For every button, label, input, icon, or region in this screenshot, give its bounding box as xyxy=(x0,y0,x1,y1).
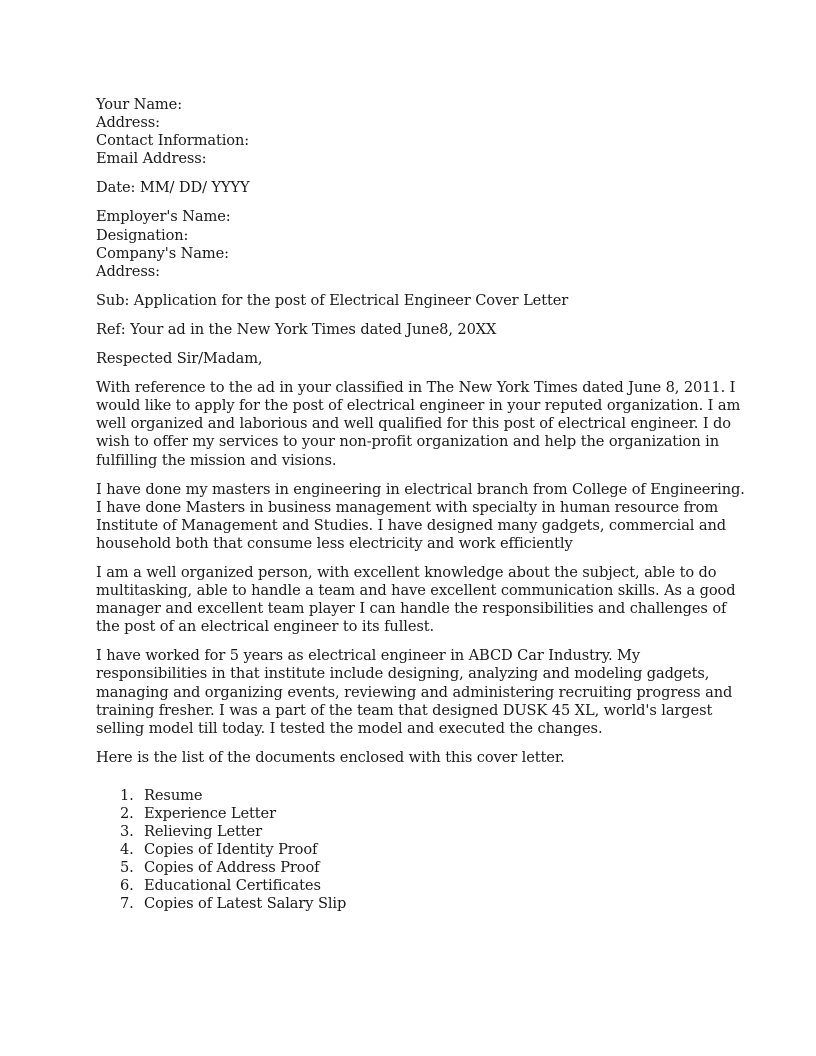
list-item xyxy=(96,787,722,805)
paragraph-line: manager and excellent team player I can handle the responsibilities and challenges of xyxy=(96,600,727,618)
paragraph-line: managing and organizing events, reviewing and administering recruiting progress and xyxy=(96,683,733,701)
list-item-label: Experience Letter xyxy=(144,805,276,822)
body-paragraph-4 xyxy=(96,647,733,737)
enclosure-list xyxy=(96,787,722,914)
enclosure-intro: Here is the list of the documents enclosed with this cover letter. xyxy=(96,748,565,766)
employer-designation-label: Designation: xyxy=(96,226,189,244)
list-item xyxy=(96,823,722,841)
list-item-number: 6. xyxy=(120,877,134,895)
paragraph-line: selling model till today. I tested the model and executed the changes. xyxy=(96,719,603,737)
sender-block xyxy=(96,96,722,168)
sender-address-label: Address: xyxy=(96,114,160,132)
paragraph-line: With reference to the ad in your classified in The New York Times dated June 8, 2011. I xyxy=(96,379,736,397)
sender-contact-label: Contact Information: xyxy=(96,132,250,150)
list-item xyxy=(96,877,722,895)
list-item-number: 3. xyxy=(120,823,134,841)
list-item-label: Educational Certificates xyxy=(144,877,321,895)
paragraph-line: the post of an electrical engineer to its fullest. xyxy=(96,618,435,636)
list-item-number: 7. xyxy=(120,895,134,913)
body-paragraph-1 xyxy=(96,379,741,469)
paragraph-line: wish to offer my services to your non-profit organization and help the organization in xyxy=(96,433,720,451)
paragraph-line: Institute of Management and Studies. I have designed many gadgets, commercial and xyxy=(96,516,727,534)
list-item-label: Copies of Latest Salary Slip xyxy=(144,895,347,913)
subject-line: Sub: Application for the post of Electrical Engineer Cover Letter xyxy=(96,291,569,309)
salutation: Respected Sir/Madam, xyxy=(96,350,263,368)
paragraph-line: fulfilling the mission and visions. xyxy=(96,451,337,469)
paragraph-line: well organized and laborious and well qualified for this post of electrical engineer. I do xyxy=(96,415,731,433)
paragraph-line: training fresher. I was a part of the team that designed DUSK 45 XL, world's largest xyxy=(96,701,713,719)
list-item xyxy=(96,895,722,913)
list-item-label: Copies of Address Proof xyxy=(144,859,320,877)
list-item-label: Resume xyxy=(144,786,203,804)
list-item-label: Relieving Letter xyxy=(144,823,262,841)
list-item-number: 1. xyxy=(120,786,134,804)
reference-line: Ref: Your ad in the New York Times dated June8, 20XX xyxy=(96,320,497,338)
paragraph-line: household both that consume less electricity and work efficiently xyxy=(96,534,573,552)
list-item-label: Copies of Identity Proof xyxy=(144,841,318,859)
employer-company-label: Company's Name: xyxy=(96,244,229,262)
body-paragraph-2 xyxy=(96,480,745,553)
employer-address-label: Address: xyxy=(96,262,160,280)
paragraph-line: would like to apply for the post of electrical engineer in your reputed organization. I am xyxy=(96,397,741,415)
paragraph-line: I have done Masters in business management with specialty in human resource from xyxy=(96,498,719,516)
employer-name-label: Employer's Name: xyxy=(96,208,231,226)
list-item-number: 4. xyxy=(120,841,134,859)
paragraph-line: I am a well organized person, with excellent knowledge about the subject, able to do xyxy=(96,563,717,581)
list-item-number: 2. xyxy=(120,805,134,822)
list-item xyxy=(96,805,722,823)
letter-page xyxy=(96,96,745,914)
list-item-number: 5. xyxy=(120,859,134,877)
sender-email-label: Email Address: xyxy=(96,150,207,168)
list-item xyxy=(96,841,722,859)
paragraph-line: responsibilities in that institute include designing, analyzing and modeling gadgets, xyxy=(96,665,710,683)
sender-name-label: Your Name: xyxy=(96,96,183,113)
date-line: Date: MM/ DD/ YYYY xyxy=(96,179,250,197)
body-paragraph-3 xyxy=(96,563,736,636)
paragraph-line: multitasking, able to handle a team and have excellent communication skills. As a good xyxy=(96,582,736,600)
paragraph-line: I have done my masters in engineering in electrical branch from College of Engineering. xyxy=(96,480,745,498)
paragraph-line: I have worked for 5 years as electrical engineer in ABCD Car Industry. My xyxy=(96,647,641,665)
employer-block xyxy=(96,208,722,280)
list-item xyxy=(96,859,722,877)
